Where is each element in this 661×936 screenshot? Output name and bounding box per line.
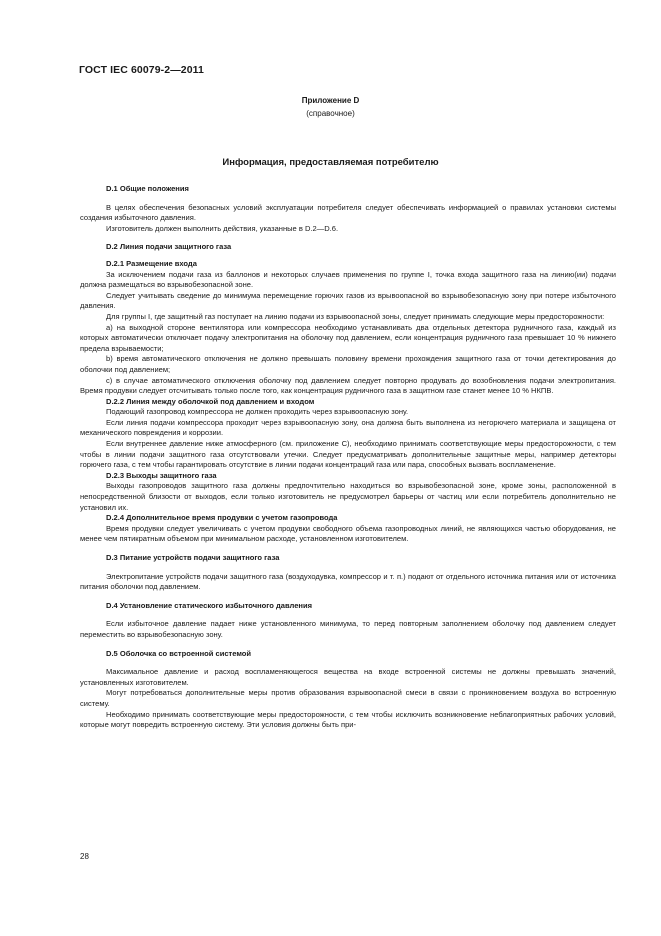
appendix-title: Приложение D (301, 96, 360, 105)
subsection-heading-d22: D.2.2 Линия между оболочкой под давлением и входом (106, 396, 315, 406)
paragraph: Если линия подачи компрессора проходит через взрывоопасную зону, она должна быть выполнена из негорючего материала и защищена от механического повреждения и коррозии. (80, 417, 616, 438)
paragraph: В целях обеспечения безопасных условий эксплуатации потребителя следует обеспечивать информацией о правилах установки системы создания избыточного давления. (80, 202, 616, 223)
paragraph: Подающий газопровод компрессора не должен проходить через взрывоопасную зону. (106, 407, 409, 417)
subsection-heading-d21: D.2.1 Размещение входа (106, 258, 197, 268)
paragraph: Для группы I, где защитный газ поступает на линию подачи из взрывоопасной зоны, следует принимать следующие меры предосторожности: (106, 311, 605, 321)
section-heading-d4: D.4 Установление статического избыточного давления (106, 600, 313, 610)
list-item: с) в случае автоматического отключения оболочку под давлением следует повторно продувать до возобновления подачи электропитания. Время продувки следует отсчитывать только после того, как концентрация рудничного газа в защитном газе станет менее 10 % НКПВ. (80, 375, 616, 396)
section-heading-d2: D.2 Линия подачи защитного газа (106, 242, 232, 252)
paragraph: За исключением подачи газа из баллонов и некоторых случаев применения по группе I, точка входа защитного газа на линию(ии) подачи должна размещаться во взрывобезопасной зоне. (80, 269, 616, 290)
paragraph: Время продувки следует увеличивать с учетом продувки свободного объема газопроводных линий, не являющихся частью оборудования, не менее чем пятикратным объемом при минимальном расходе, установленном изготовителем. (80, 523, 616, 544)
standard-header: ГОСТ IEC 60079-2—2011 (79, 64, 204, 76)
section-heading-d5: D.5 Оболочка со встроенной системой (106, 648, 252, 658)
main-title: Информация, предоставляемая потребителю (222, 157, 439, 168)
subsection-heading-d23: D.2.3 Выходы защитного газа (106, 470, 217, 480)
paragraph: Следует учитывать сведение до минимума перемещение горючих газов из врывоопасной во взрывобезопасную зону при потере избыточного давления. (80, 290, 616, 311)
paragraph: Изготовитель должен выполнить действия, указанные в D.2—D.6. (106, 223, 339, 233)
list-item: а) на выходной стороне вентилятора или компрессора необходимо устанавливать два отдельных детектора рудничного газа, каждый из которых автоматически отключает подачу электропитания на оболочку под давлением, если концентрация рудничного газа превышает 10 % нижнего предела взрываемости; (80, 322, 616, 353)
section-heading-d3: D.3 Питание устройств подачи защитного газа (106, 553, 280, 562)
subsection-heading-d24: D.2.4 Дополнительное время продувки с учетом газопровода (106, 513, 338, 523)
paragraph: Выходы газопроводов защитного газа должны предпочтительно находиться во взрывобезопасной зоне, кроме зоны, расположенной в непосредственной близости от выходов, если только изготовитель не предусмотрел барьеры от частиц или если потребитель дополнительно не установил их. (80, 481, 616, 512)
appendix-subtitle: (справочное) (306, 109, 355, 118)
section-heading-d1: D.1 Общие положения (106, 184, 189, 193)
document-body (80, 184, 616, 731)
paragraph: Если избыточное давление падает ниже установленного минимума, то перед повторным заполнением оболочку под давлением следует переместить во взрывобезопасную зону. (80, 619, 616, 639)
page-number: 28 (80, 852, 89, 861)
paragraph: Максимальное давление и расход воспламеняющегося вещества на входе встроенной системы не должны превышать значений, установленных изготовителем. (80, 667, 616, 687)
paragraph: Электропитание устройств подачи защитного газа (воздуходувка, компрессор и т. п.) подают от отдельного источника питания или от источника питания оболочки под давлением. (80, 571, 616, 592)
paragraph: Если внутреннее давление ниже атмосферного (см. приложение С), необходимо принимать соответствующие меры предосторожности, с тем чтобы в линии подачи защитного газа отсутствовали утечки. Следует предусматривать дополнительные защитные меры, например детекторы горючего газа, с тем чтобы гарантировать отсутствие в линии подачи концентраций газа или пара, способных вызвать воспламенение. (80, 439, 616, 470)
paragraph: Могут потребоваться дополнительные меры против образования взрывоопасной смеси в связи с проникновением воздуха во встроенную систему. (80, 688, 616, 708)
paragraph: Необходимо принимать соответствующие меры предосторожности, с тем чтобы исключить возникновение неблагоприятных рабочих условий, которые могут повредить встроенную систему. Эти условия должны быть при- (80, 709, 616, 730)
list-item: b) время автоматического отключения не должно превышать половину времени прохождения защитного газа от точки детектирования до оболочки под давлением; (80, 354, 616, 374)
